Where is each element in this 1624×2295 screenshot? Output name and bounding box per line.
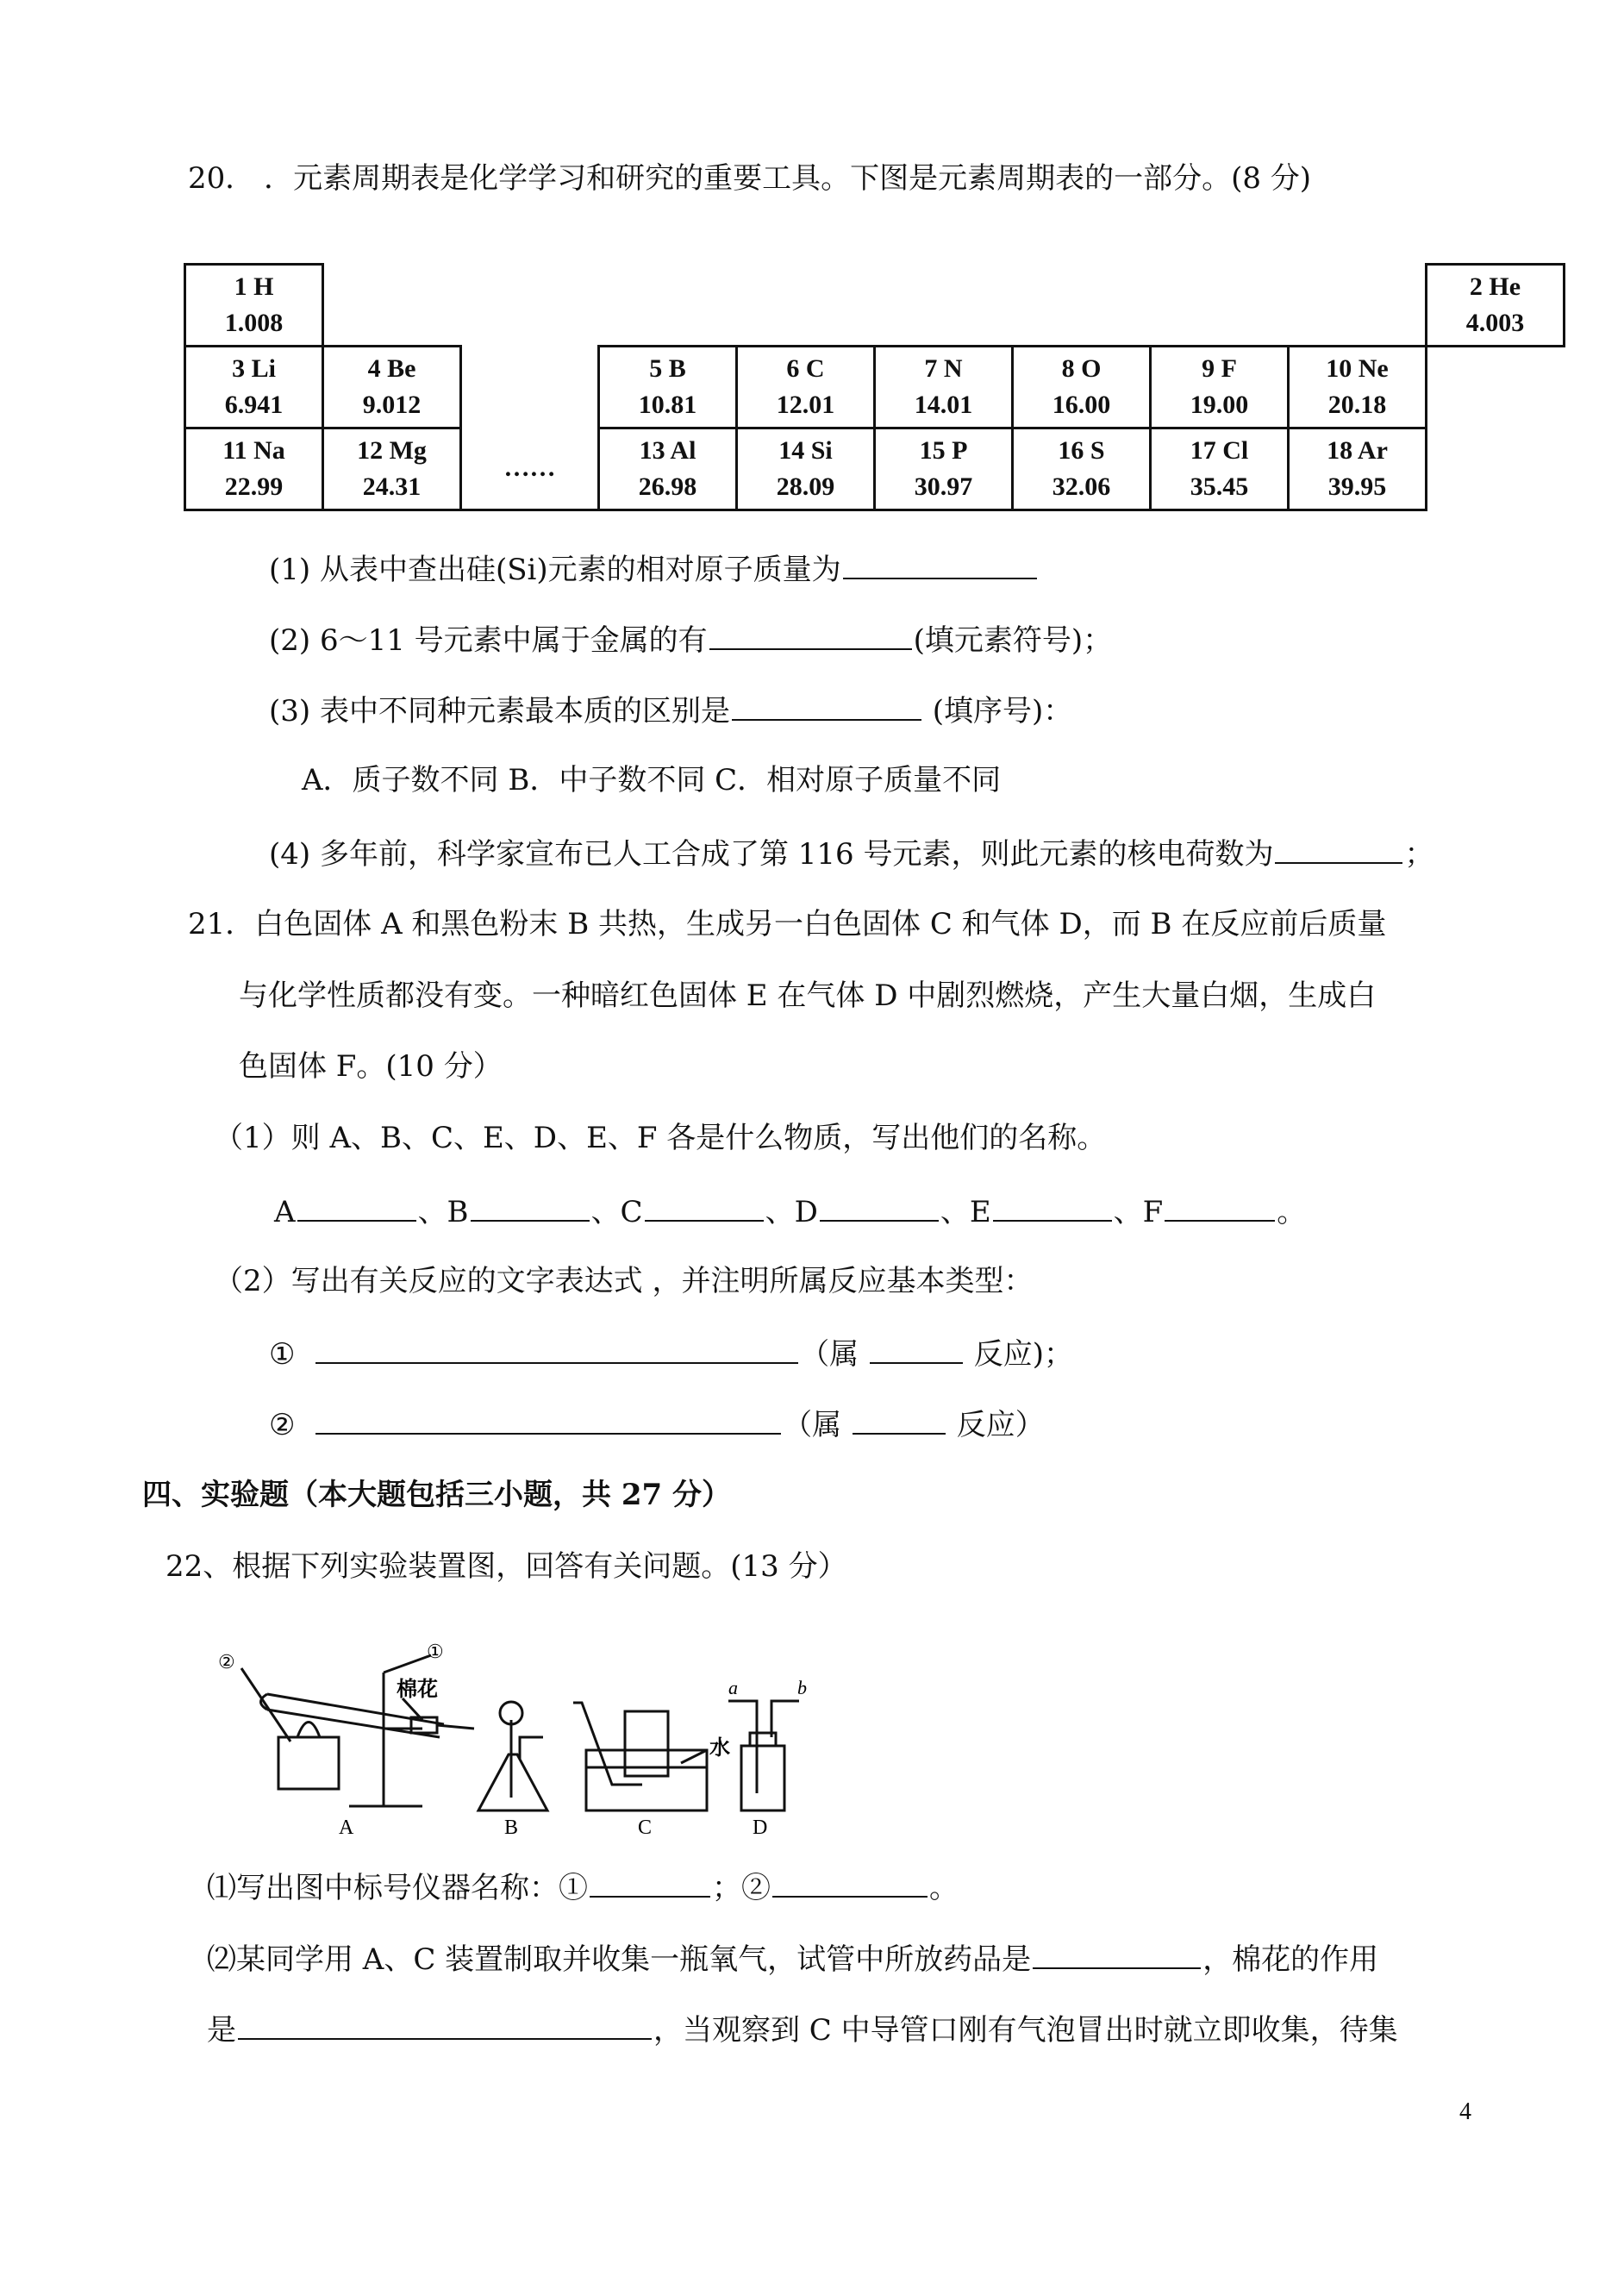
wash-bottle [741, 1746, 784, 1810]
q21-part2: （2）写出有关反应的文字表达式 ，并注明所属反应基本类型： [214, 1264, 1034, 1298]
q21-line3: 色固体 F。(10 分） [239, 1049, 503, 1084]
water-label-line [681, 1750, 707, 1763]
answer-blank[interactable] [1275, 833, 1402, 864]
delivery-tube [437, 1725, 474, 1729]
page-number: 4 [1459, 2098, 1471, 2125]
section-heading: 四、实验题（本大题包括三小题，共 27 分） [142, 1478, 731, 1512]
q21-reaction1: ① （属 反应)； [269, 1333, 1073, 1373]
periodic-table [184, 263, 1565, 511]
label-A: A [339, 1817, 354, 1839]
q21-line2: 与化学性质都没有变。一种暗红色固体 E 在气体 D 中剧烈燃烧，产生大量白烟，生成白 [239, 979, 1377, 1013]
answer-blank[interactable] [1165, 1191, 1275, 1222]
q20-part2: (2) 6～11 号元素中属于金属的有 (填元素符号)； [269, 619, 1112, 660]
element-cell: 10 Ne 20.18 [1289, 347, 1427, 428]
cotton-label: 棉花 [397, 1677, 438, 1701]
label-B: B [504, 1817, 519, 1839]
water-label: 水 [709, 1735, 730, 1760]
answer-blank[interactable] [843, 548, 1037, 579]
q21-names: A 、B 、C 、D 、E 、F 。 [274, 1191, 1306, 1231]
answer-blank[interactable] [1033, 1938, 1201, 1969]
label-line-1 [384, 1655, 431, 1673]
ellipsis: …… [461, 428, 599, 510]
element-cell: 5 B 10.81 [599, 347, 737, 428]
answer-blank[interactable] [732, 690, 921, 721]
answer-blank[interactable] [645, 1191, 764, 1222]
element-cell: 12 Mg 24.31 [323, 428, 461, 510]
element-cell: 4 Be 9.012 [323, 347, 461, 428]
answer-blank[interactable] [853, 1404, 946, 1435]
label-1: ① [427, 1642, 444, 1663]
label-a: a [728, 1677, 738, 1698]
label-line-2 [241, 1668, 290, 1742]
element-cell: 3 Li 6.941 [185, 347, 323, 428]
lamp-flame [297, 1723, 320, 1738]
q22-part2: ⑵某同学用 A、C 装置制取并收集一瓶氧气，试管中所放药品是 ，棉花的作用 [207, 1938, 1378, 1979]
answer-blank[interactable] [772, 1867, 928, 1898]
conical-flask [478, 1754, 547, 1810]
answer-blank[interactable] [993, 1191, 1112, 1222]
alcohol-lamp [278, 1737, 339, 1789]
element-cell: 13 Al 26.98 [599, 428, 737, 510]
q20-part3: (3) 表中不同种元素最本质的区别是 (填序号)： [269, 690, 1072, 730]
q20-part4: (4) 多年前，科学家宣布已人工合成了第 116 号元素，则此元素的核电荷数为 ； [269, 833, 1433, 873]
answer-blank[interactable] [315, 1404, 781, 1435]
element-cell: 16 S 32.06 [1013, 428, 1151, 510]
element-cell: 7 N 14.01 [875, 347, 1013, 428]
label-2: ② [218, 1652, 235, 1673]
element-cell: 14 Si 28.09 [737, 428, 875, 510]
element-cell: 11 Na 22.99 [185, 428, 323, 510]
answer-blank[interactable] [238, 2009, 652, 2040]
q21-line1: 21．白色固体 A 和黑色粉末 B 共热，生成另一白色固体 C 和气体 D，而 B 在反应前后质量 [188, 907, 1387, 941]
q20-part1: (1) 从表中查出硅(Si)元素的相对原子质量为 [269, 548, 1039, 589]
answer-blank[interactable] [870, 1333, 963, 1364]
label-C: C [638, 1817, 653, 1839]
label-b: b [797, 1677, 807, 1698]
element-cell: 1 H 1.008 [185, 265, 323, 347]
element-cell: 15 P 30.97 [875, 428, 1013, 510]
q20-title: 20． ．元素周期表是化学学习和研究的重要工具。下图是元素周期表的一部分。(8 分) [188, 161, 1312, 196]
side-tube [520, 1737, 543, 1759]
element-cell: 9 F 19.00 [1151, 347, 1289, 428]
element-cell: 18 Ar 39.95 [1289, 428, 1427, 510]
delivery-tube-c [573, 1703, 642, 1785]
q22-part3: 是 ，当观察到 C 中导管口刚有气泡冒出时就立即收集，待集 [207, 2009, 1398, 2049]
element-cell: 8 O 16.00 [1013, 347, 1151, 428]
answer-blank[interactable] [471, 1191, 590, 1222]
answer-blank[interactable] [315, 1333, 798, 1364]
answer-blank[interactable] [709, 619, 912, 650]
q20-part3-options: A．质子数不同 B．中子数不同 C．相对原子质量不同 [302, 763, 1002, 797]
answer-blank[interactable] [590, 1867, 710, 1898]
answer-blank[interactable] [820, 1191, 939, 1222]
element-cell: 6 C 12.01 [737, 347, 875, 428]
answer-blank[interactable] [297, 1191, 416, 1222]
q21-part1: （1）则 A、B、C、E、D、E、F 各是什么物质，写出他们的名称。 [214, 1121, 1107, 1155]
q22-title: 22、根据下列实验装置图，回答有关问题。(13 分） [166, 1549, 847, 1584]
element-cell: 2 He 4.003 [1427, 265, 1565, 347]
lab-apparatus-figure [211, 1634, 901, 1841]
element-cell: 17 Cl 35.45 [1151, 428, 1289, 510]
label-D: D [753, 1817, 768, 1839]
q21-reaction2: ② （属 反应） [269, 1404, 1045, 1444]
q22-part1: ⑴写出图中标号仪器名称：① ；② 。 [207, 1867, 959, 1907]
